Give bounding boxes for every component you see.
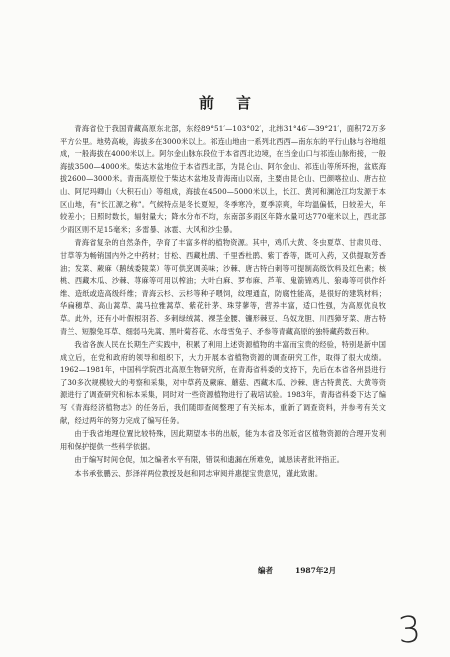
paragraph: 由于我省地理位置比较特殊，因此期望本书的出版，能为本省及邻近省区植物资源的合理开发利用和保护提供一些科学依据。: [60, 429, 386, 451]
signature-line: [258, 565, 336, 576]
paragraph: 由于编写时间仓促，加之编者水平有限，错误和遗漏在所难免，诚恳读者批评指正。: [74, 455, 345, 465]
paragraph: 青海省位于我国青藏高原东北部，东经89°51′—103°02′，北纬31°46′—39°21′，面积72万多平方公里。地势高峻，海拔多在3000米以上。祁连山地由一系列北西西—南东东的平行山脉与谷地组成，一般海拔在4000米以上。阿尔金山脉东段位于本省西北边境，在当金山口与祁连山脉衔接，一般海拔3500—4000米。柴达木盆地位于本省西北部，为昆仑山、阿尔金山、祁连山等所环抱，盆底海拔2600—3000米。青南高原位于柴达木盆地及青海南山以南，主要由昆仑山、巴颜喀拉山、唐古拉山、阿尼玛卿山（大积石山）等组成，海拔在4500—5000米以上，长江、黄河和澜沧江均发源于本区山地，有“长江源之称”。气候特点是冬长夏短，冬季寒冷，夏季凉爽，年均温偏低，日较差大，年较差小；日照时数长，辐射量大；降水分布不均，东南部多雨区年降水量可达770毫米以上，西北部少雨区则不足15毫米；多雷暴、冰雹、大风和沙尘暴。: [60, 124, 386, 234]
page-title: 前言: [198, 94, 273, 112]
preface-body: [60, 123, 386, 481]
paragraph: 本书承张鹏云、彭泽祥两位教授及赵和同志审阅并惠提宝贵意见，谨此致谢。: [74, 469, 323, 479]
signature-date: 1987年2月: [295, 566, 337, 575]
paragraph: 我省各族人民在长期生产实践中，积累了利用上述资源植物的丰富而宝贵的经验，特别是新中国成立后，在党和政府的领导和组织下，大力开展本省植物资源的调查研究工作，取得了很大成绩。1962—1981年，中国科学院西北高原生物研究所，在青海省科委的支持下，先后在本省各州县进行了30多次规模较大的考察和采集，对中草药及蕨麻、蘑菇、西藏木瓜、沙棘、唐古特黄芪、大黄等资源进行了调查研究和标本采集，同时对一些资源植物进行了栽培试验。1983年，青海省科委下达了编写《青海经济植物志》的任务后，我们随即查阅整理了有关标本，重新了调查资料，并参考有关文献，经过两年的努力完成了编写任务。: [60, 340, 386, 425]
handwritten-page-number: 3: [396, 609, 423, 652]
signature-author: 编者: [258, 566, 273, 575]
paragraph: 青海省复杂的自然条件，孕育了丰富多样的植物资源。其中，鸡爪大黄、冬虫夏草、甘肃贝母、甘草等为畅销国内外之中药材；甘松、西藏杜鹃、千里香杜鹃、紫丁香等，既可入药，又供提取芳香油；发菜、蕨麻（鹅绒委陵菜）等可供烹调美味；沙棘、唐古特白刺等可提制高级饮料及红色素；核桃、西藏木瓜、沙棘、荨麻等可用以榨油；大叶白麻、罗布麻、芦苇、鬼箭锦鸡儿、狼毒等可供作纤维、造纸或造高级纤维；青海云杉、云杉等种子喂饲，纹理通直，防腐性能高，是很好的建筑材料；华扁穗草、高山蒿草、嵩马拉雅蒿草、紫花针茅、珠芽蓼等，营养丰富，适口性强，为高原优良牧草。此外，还有小叶假根羽苔、多刺绿绒蒿、裸茎金腰、镰形棘豆、乌奴龙胆、川西獐牙菜、唐古特青兰、短腺兔耳草、细弱马先蒿、黑叶菊苔花、水母雪兔子、矛参等青藏高原的独特藏药数百种。: [60, 238, 386, 336]
